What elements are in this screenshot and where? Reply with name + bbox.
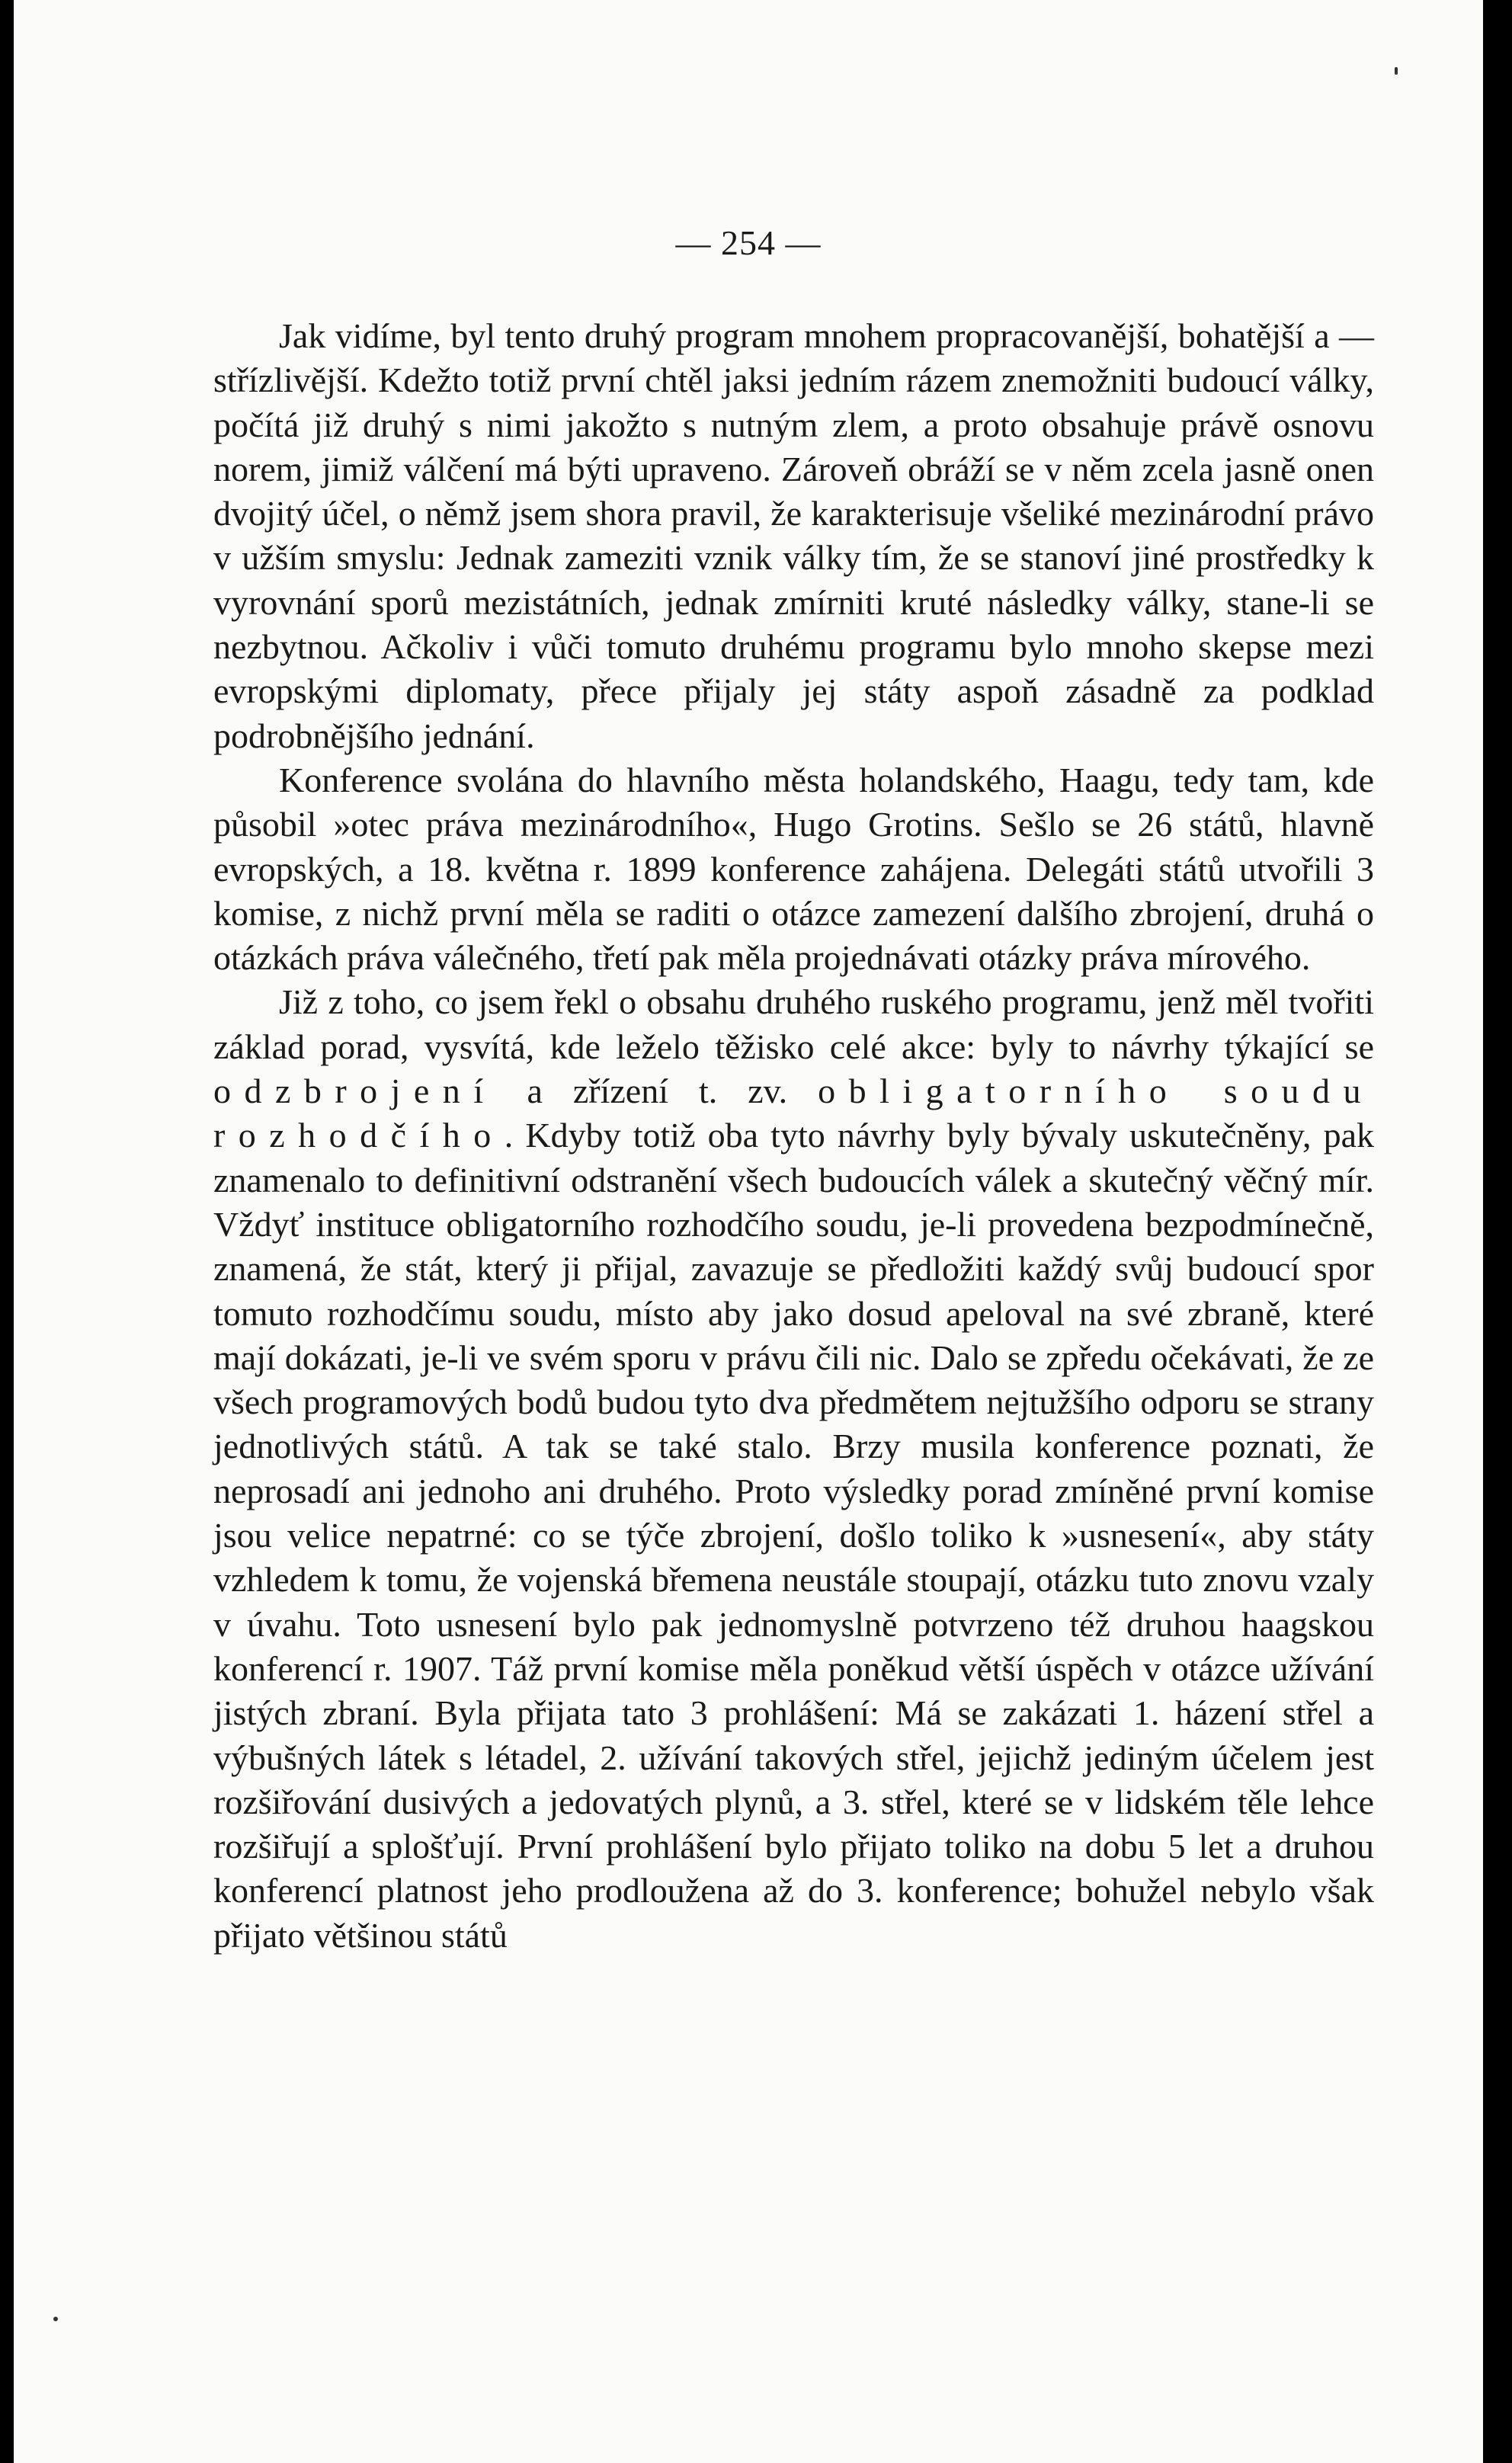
body-text [213, 314, 1374, 1958]
page-number: — 254 — [675, 223, 822, 262]
paragraph-3 [213, 980, 1374, 1958]
emphasis-odzbrojeni: odzbrojení [213, 1071, 497, 1111]
scan-speck [1395, 67, 1398, 75]
emphasis-obligatorni-soud: obligatorního soudu rozhodčího [213, 1071, 1374, 1155]
paragraph-1-text: Jak vidíme, byl tento druhý program mnohem propracovanější, bohatější a — střízlivější. Kdežto totiž první chtěl jaksi jedním rázem znemožniti budoucí války, počítá již druhý s nimi jakožto s nutným zlem, a proto obsahuje právě osnovu norem, jimiž válčení má býti upraveno. Zároveň obráží se v něm zcela jasně onen dvojitý účel, o němž jsem shora pravil, že karakterisuje všeliké mezinárodní právo v užším smyslu: Jednak zameziti vznik války tím, že se stanoví jiné prostředky k vyrovnání sporů mezistátních, jednak zmírniti kruté následky války, stane-li se nezbytnou. Ačkoliv i vůči tomuto druhému programu bylo mnoho skepse mezi evropskými diplomaty, přece přijaly jej státy aspoň zásadně za podklad podrobnějšího jednání. [213, 316, 1374, 755]
scan-border [1483, 0, 1512, 2463]
scan-speck [53, 2317, 58, 2321]
paragraph-2 [213, 758, 1374, 980]
paragraph-1 [213, 314, 1374, 758]
book-page [14, 0, 1483, 2463]
paragraph-3-text-c: . Kdyby totiž oba tyto návrhy byly bývaly uskutečněny, pak znamenalo to definitivní odstranění všech budoucích válek a skutečný věčný mír. Vždyť instituce obligatorního rozhodčího soudu, je-li provedena bezpodmínečně, znamená, že stát, který ji přijal, zavazuje se předložiti každý svůj budoucí spor tomuto rozhodčímu soudu, místo aby jako dosud apeloval na své zbraně, které mají dokázati, je-li ve svém sporu v právu čili nic. Dalo se zpředu očekávati, že ze všech programových bodů budou tyto dva předmětem nejtužšího odporu se strany jednotlivých států. A tak se také stalo. Brzy musila konference poznati, že neprosadí ani jednoho ani druhého. Proto výsledky porad zmíněné první komise jsou velice nepatrné: co se týče zbrojení, došlo toliko k »usnesení«, aby státy vzhledem k tomu, že vojenská břemena neustále stoupají, otázku tuto znovu vzaly v úvahu. Toto usnesení bylo pak jednomyslně potvrzeno též druhou haagskou konferencí r. 1907. Táž první komise měla poněkud větší úspěch v otázce užívání jistých zbraní. Byla přijata tato 3 prohlášení: Má se zakázati 1. házení střel a výbušných látek s létadel, 2. užívání takových střel, jejichž jediným účelem jest rozšiřování dusivých a jedovatých plynů, a 3. střel, které se v lidském těle lehce rozšiřují a splošťují. První prohlášení bylo přijato toliko na dobu 5 let a druhou konferencí platnost jeho prodloužena až do 3. konference; bohužel nebylo však přijato většinou států [213, 1116, 1374, 1955]
paragraph-2-text: Konference svolána do hlavního města holandského, Haagu, tedy tam, kde působil »otec práva mezinárodního«, Hugo Grotins. Sešlo se 26 států, hlavně evropských, a 18. května r. 1899 konference zahájena. Delegáti států utvořili 3 komise, z nichž první měla se raditi o otázce zamezení dalšího zbrojení, druhá o otázkách práva válečného, třetí pak měla projednávati otázky práva mírového. [213, 760, 1374, 978]
paragraph-3-text-b: a zřízení t. zv. [496, 1071, 818, 1111]
paragraph-3-text-a: Již z toho, co jsem řekl o obsahu druhého ruského programu, jenž měl tvořiti základ porad, vysvítá, kde leželo těžisko celé akce: byly to návrhy týkající se [213, 982, 1374, 1066]
